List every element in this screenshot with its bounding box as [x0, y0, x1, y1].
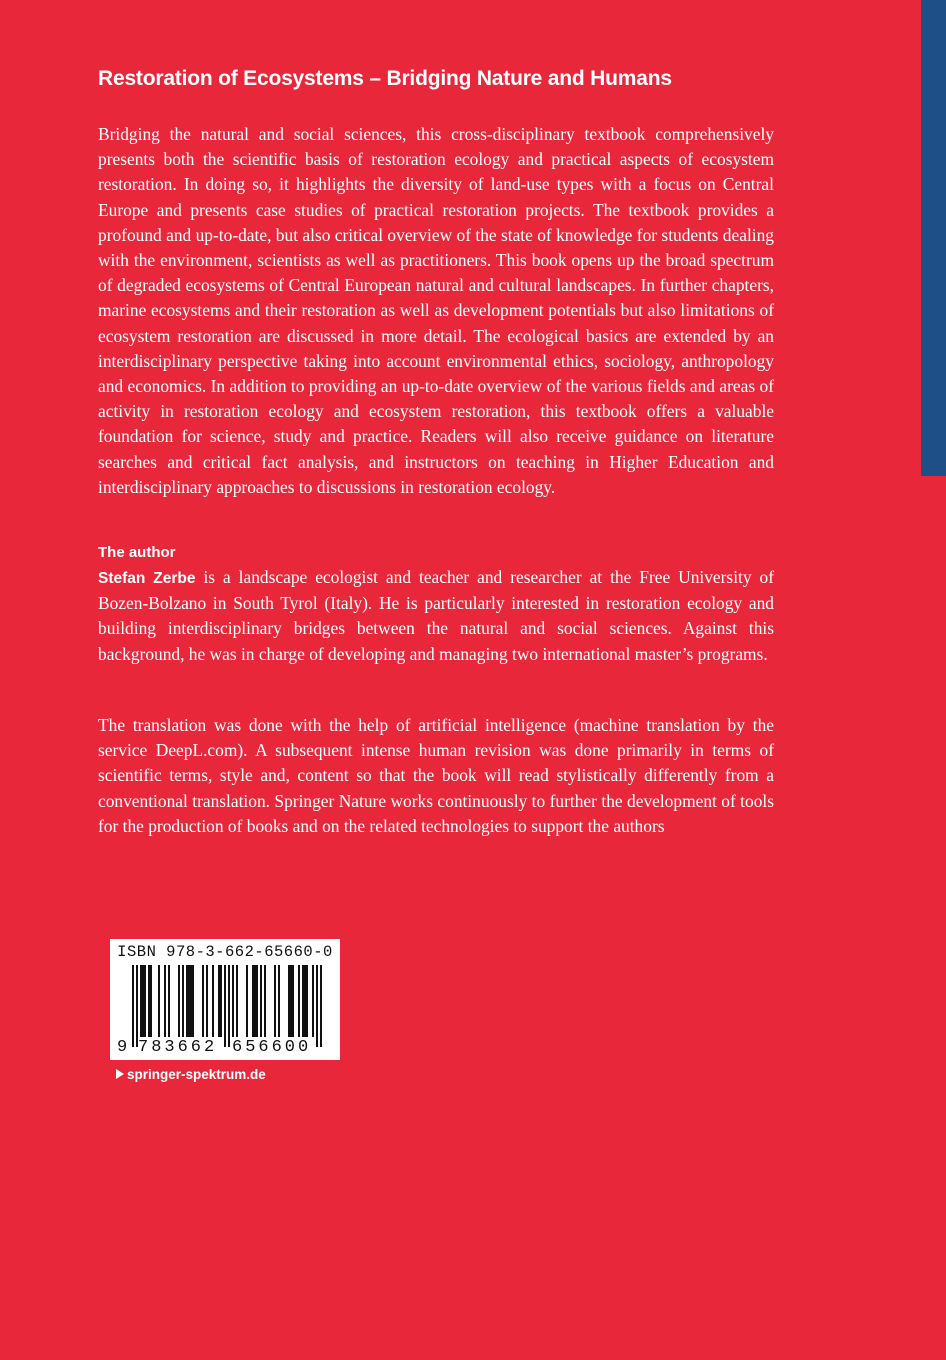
barcode-bar	[252, 965, 254, 1037]
barcode-bar	[298, 965, 300, 1037]
isbn-text: ISBN 978-3-662-65660-0	[117, 943, 333, 961]
publisher-website-link[interactable]	[116, 1067, 266, 1082]
barcode-bar	[192, 965, 194, 1037]
barcode-bar	[148, 965, 150, 1037]
barcode-bar	[190, 965, 192, 1037]
barcode-guard-bar	[136, 965, 138, 1047]
barcode-bar	[288, 965, 290, 1037]
barcode-bar	[188, 965, 190, 1037]
barcode-bar	[264, 965, 266, 1037]
barcode-bar	[246, 965, 248, 1037]
book-title: Restoration of Ecosystems – Bridging Nature and Humans	[98, 67, 672, 90]
barcode-bar	[206, 965, 208, 1037]
barcode-bar	[158, 965, 160, 1037]
ean-group-left: 783662	[138, 1038, 218, 1057]
barcode-bar	[150, 965, 152, 1037]
barcode-bar	[144, 965, 146, 1037]
barcode-bar	[212, 965, 214, 1037]
author-bio-paragraph	[98, 565, 774, 667]
author-bio: is a landscape ecologist and teacher and researcher at the Free University of Bozen-Bolzano in South Tyrol (Italy). He is particularly interested in restoration ecology and building interdisciplinary bridges between the natural and social sciences. Against this background, he was in charge of developing and managing two international master’s programs.	[98, 567, 774, 664]
barcode-bar	[182, 965, 184, 1037]
author-heading: The author	[98, 544, 176, 561]
barcode-bar	[236, 965, 238, 1037]
barcode-bar	[140, 965, 142, 1037]
ean-first-digit: 9	[117, 1038, 128, 1057]
translation-note: The translation was done with the help of artificial intelligence (machine translation by the service DeepL.com). A subsequent intense human revision was done primarily in terms of scientific terms, style and, content so that the book will read stylistically differently from a conventional translation. Springer Nature works continuously to further the development of tools for the production of books and on the related technologies to support the authors	[98, 715, 774, 836]
barcode-bar	[168, 965, 170, 1037]
barcode-bar	[254, 965, 256, 1037]
barcode-guard-bar	[316, 965, 318, 1047]
barcode-bar	[220, 965, 222, 1037]
barcode-bar	[178, 965, 180, 1037]
barcode-guard-bar	[132, 965, 134, 1047]
barcode-bar	[256, 965, 258, 1037]
barcode-bar	[142, 965, 144, 1037]
barcode-bar	[186, 965, 188, 1037]
barcode-bar	[202, 965, 204, 1037]
barcode-bar	[278, 965, 280, 1037]
barcode-guard-bar	[320, 965, 322, 1047]
barcode-bar	[164, 965, 166, 1037]
barcode-bar	[292, 965, 294, 1037]
barcode-bar	[312, 965, 314, 1037]
author-name: Stefan Zerbe	[98, 570, 196, 587]
arrow-right-icon	[116, 1069, 124, 1079]
barcode-guard-bar	[224, 965, 226, 1047]
website-label: springer-spektrum.de	[127, 1067, 266, 1082]
barcode-bar	[290, 965, 292, 1037]
barcode-bar	[232, 965, 234, 1037]
barcode-bar	[218, 965, 220, 1037]
barcode-bar	[306, 965, 308, 1037]
barcode-bar	[304, 965, 306, 1037]
isbn-barcode-label	[110, 939, 340, 1060]
barcode-guard-bar	[228, 965, 230, 1047]
book-description: Bridging the natural and social sciences, this cross-disciplinary textbook comprehensively presents both the scientific basis of restoration ecology and practical aspects of ecosystem restoration. In doing so, it highlights the diversity of land-use types with a focus on Central Europe and presents case studies of practical restoration projects. The textbook provides a profound and up-to-date, but also critical overview of the state of knowledge for students dealing with the environment, scientists as well as practitioners. This book opens up the broad spectrum of degraded ecosystems of Central European natural and cultural landscapes. In further chapters, marine ecosystems and their restoration as well as development potentials but also limitations of ecosystem restoration are discussed in more detail. The ecological basics are extended by an interdisciplinary perspective taking into account environmental ethics, sociology, anthropology and economics. In addition to providing an up-to-date overview of the various fields and areas of activity in restoration ecology and ecosystem restoration, this textbook offers a valuable foundation for science, study and practice. Readers will also receive guidance on literature searches and critical fact analysis, and instructors on teaching in Higher Education and interdisciplinary approaches to discussions in restoration ecology.	[98, 124, 774, 497]
barcode-bar	[274, 965, 276, 1037]
barcode-bar	[260, 965, 262, 1037]
barcode-bar	[302, 965, 304, 1037]
side-color-stripe	[921, 0, 946, 476]
ean-group-right: 656600	[232, 1038, 312, 1057]
